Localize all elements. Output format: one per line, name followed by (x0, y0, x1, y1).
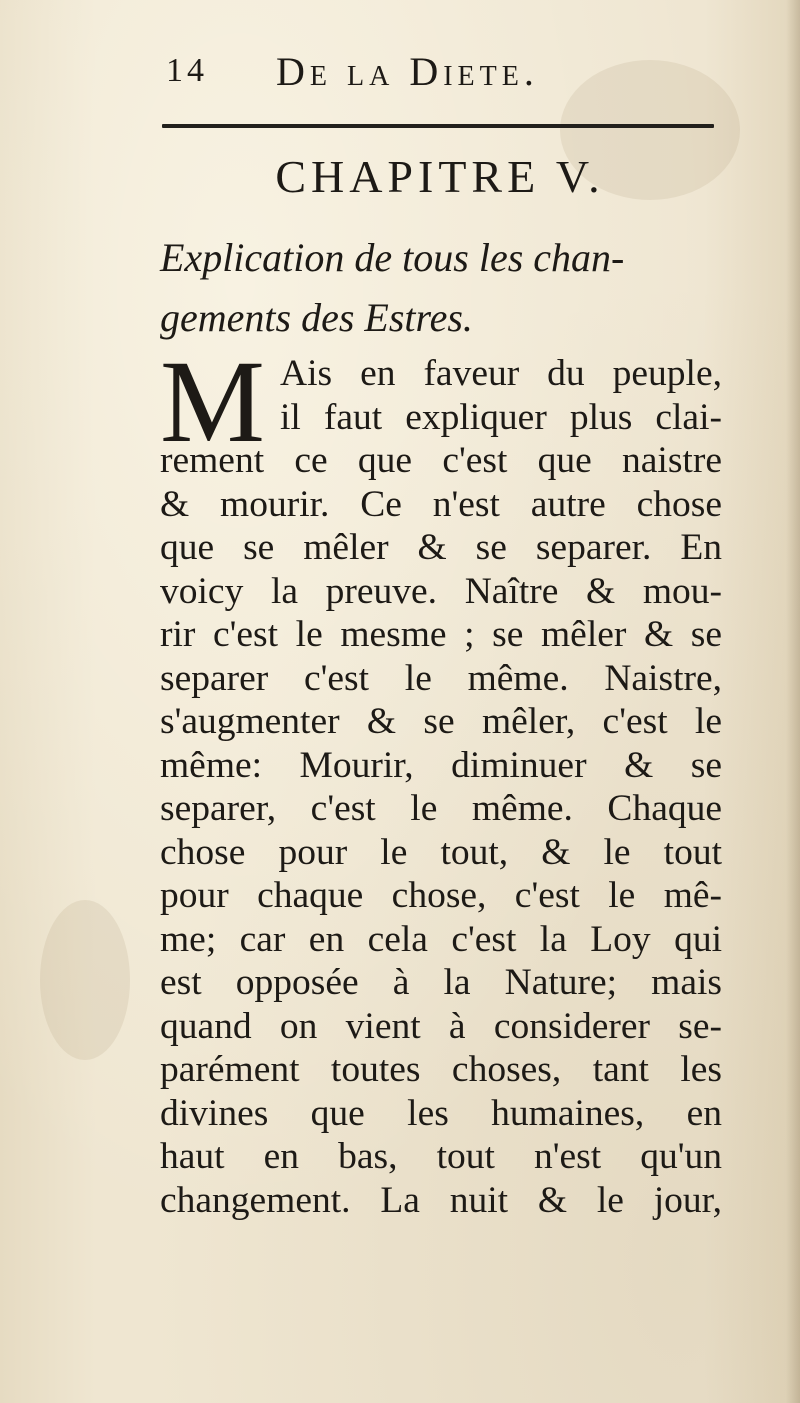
drop-cap: M (160, 336, 265, 467)
text-line: parément toutes choses, tant les (160, 1049, 722, 1090)
text-line: haut en bas, tout n'est qu'un (160, 1136, 722, 1177)
text-line: pour chaque chose, c'est le mê- (160, 875, 722, 916)
text-line: changement. La nuit & le jour, (160, 1179, 722, 1221)
text-line: chose pour le tout, & le tout (160, 831, 722, 873)
text-line: separer c'est le même. Naistre, (160, 657, 722, 699)
chapter-subtitle-line: gements des Estres. (160, 295, 473, 340)
text-line: voicy la preuve. Naître & mou- (160, 570, 722, 612)
chapter-subtitle (160, 228, 720, 348)
text-line: rir c'est le mesme ; se mêler & se (160, 614, 722, 655)
text-line: divines que les humaines, en (160, 1092, 722, 1134)
text-line: separer, c'est le même. Chaque (160, 788, 722, 829)
text-line: que se mêler & se separer. En (160, 527, 722, 568)
text-line: quand on vient à considerer se- (160, 1005, 722, 1047)
text-line: même: Mourir, diminuer & se (160, 744, 722, 786)
text-line: & mourir. Ce n'est autre chose (160, 483, 722, 525)
paper-stain (40, 900, 130, 1060)
running-head (160, 48, 720, 104)
text-line: s'augmenter & se mêler, c'est le (160, 701, 722, 742)
text-line: Ais en faveur du peuple, (280, 353, 722, 394)
header-rule (162, 124, 714, 128)
text-line: est opposée à la Nature; mais (160, 962, 722, 1003)
chapter-heading: CHAPITRE V. (275, 151, 605, 202)
text-line: il faut expliquer plus clai- (280, 396, 722, 438)
text-line: rement ce que c'est que naistre (160, 440, 722, 481)
body-text (160, 336, 722, 1222)
running-title: De la Diete. (276, 49, 539, 94)
page-number: 14 (166, 52, 208, 89)
page-edge-shadow (786, 0, 800, 1403)
chapter-subtitle-line: Explication de tous les chan- (160, 235, 625, 280)
text-line: me; car en cela c'est la Loy qui (160, 918, 722, 960)
